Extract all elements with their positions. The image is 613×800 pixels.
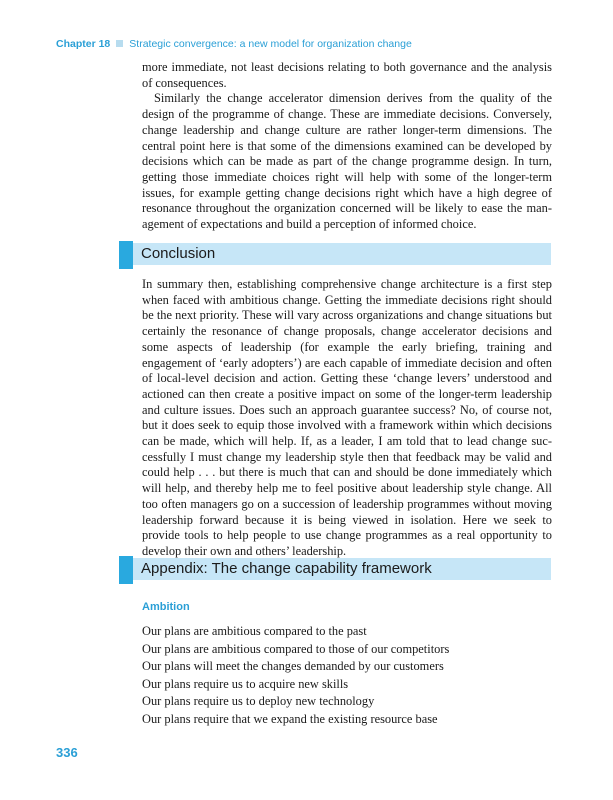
chapter-label: Chapter 18 (56, 38, 111, 50)
page-number: 336 (56, 745, 78, 760)
list-item: Our plans are ambitious compared to those of our competitors (142, 641, 450, 656)
list-item: Our plans will meet the changes demanded by our customers (142, 659, 444, 674)
ambition-list (142, 623, 449, 729)
conclusion-paragraph: In summary then, establishing comprehensive change architecture is a first step when faced with ambitious change. Getting the immediate decisions right should be the next priority. These will vary across organizations and change situations but certainly the resonance of change proposals, change accelerator decisions and some aspects of leadership (for example the early briefing, training and engagement of ‘early adopters’) are each capable of immediate decision and often of local-level decision and action. Getting these ‘change levers’ understood and actioned can then create a positive impact on some of the longer-term leadership and culture issues. Does such an approach guarantee success? No, of course not, but it does seek to equip those involved with a framework within which decisions can be made, which will help. If, as a leader, I am told that to lead change successfully I must change my leadership style then that feedback may be valid and could help . . . but there is much that can and should be done immediately which will help, and thereby help me to feel positive about leadership style change. All too often managers go on a succession of leadership programmes without moving leadership forward because it is being viewed in isolation. Here we seek to provide tools to help people to use change programmes as a real opportunity to develop their own and others’ leadership. (142, 277, 552, 558)
intro-paragraph-1: more immediate, not least decisions relating to both governance and the analysis of consequences. (142, 60, 552, 90)
heading-marker (119, 241, 133, 269)
conclusion-heading-bar (119, 241, 551, 266)
intro-paragraph-2: Similarly the change accelerator dimension derives from the quality of the design of the programme of change. These are immediate decisions. Conversely, change leadership and change culture are rather longer-term dimensions. The central point here is that some of the dimensions examined can be developed by decisions which can be made as part of the change programme design. In turn, getting those immediate choices right will help with some of the longer-term issues, for example getting change decisions right which have a high degree of resonance throughout the organization concerned will be likely to ease the management of expectations and build a perception of informed choice. (142, 91, 552, 232)
appendix-heading-bar (119, 556, 551, 581)
ambition-subheading: Ambition (142, 601, 190, 613)
list-item: Our plans require us to deploy new technology (142, 694, 375, 709)
separator-square-icon (116, 40, 123, 47)
list-item: Our plans require us to acquire new skills (142, 676, 349, 691)
conclusion-text (142, 277, 552, 560)
list-item: Our plans are ambitious compared to the past (142, 624, 367, 638)
appendix-heading: Appendix: The change capability framework (141, 560, 432, 577)
running-head (56, 38, 412, 50)
chapter-title: Strategic convergence: a new model for organization change (129, 38, 412, 50)
conclusion-heading: Conclusion (141, 245, 216, 262)
list-item: Our plans require that we expand the existing resource base (142, 711, 438, 726)
intro-text (142, 60, 552, 233)
heading-marker (119, 556, 133, 584)
